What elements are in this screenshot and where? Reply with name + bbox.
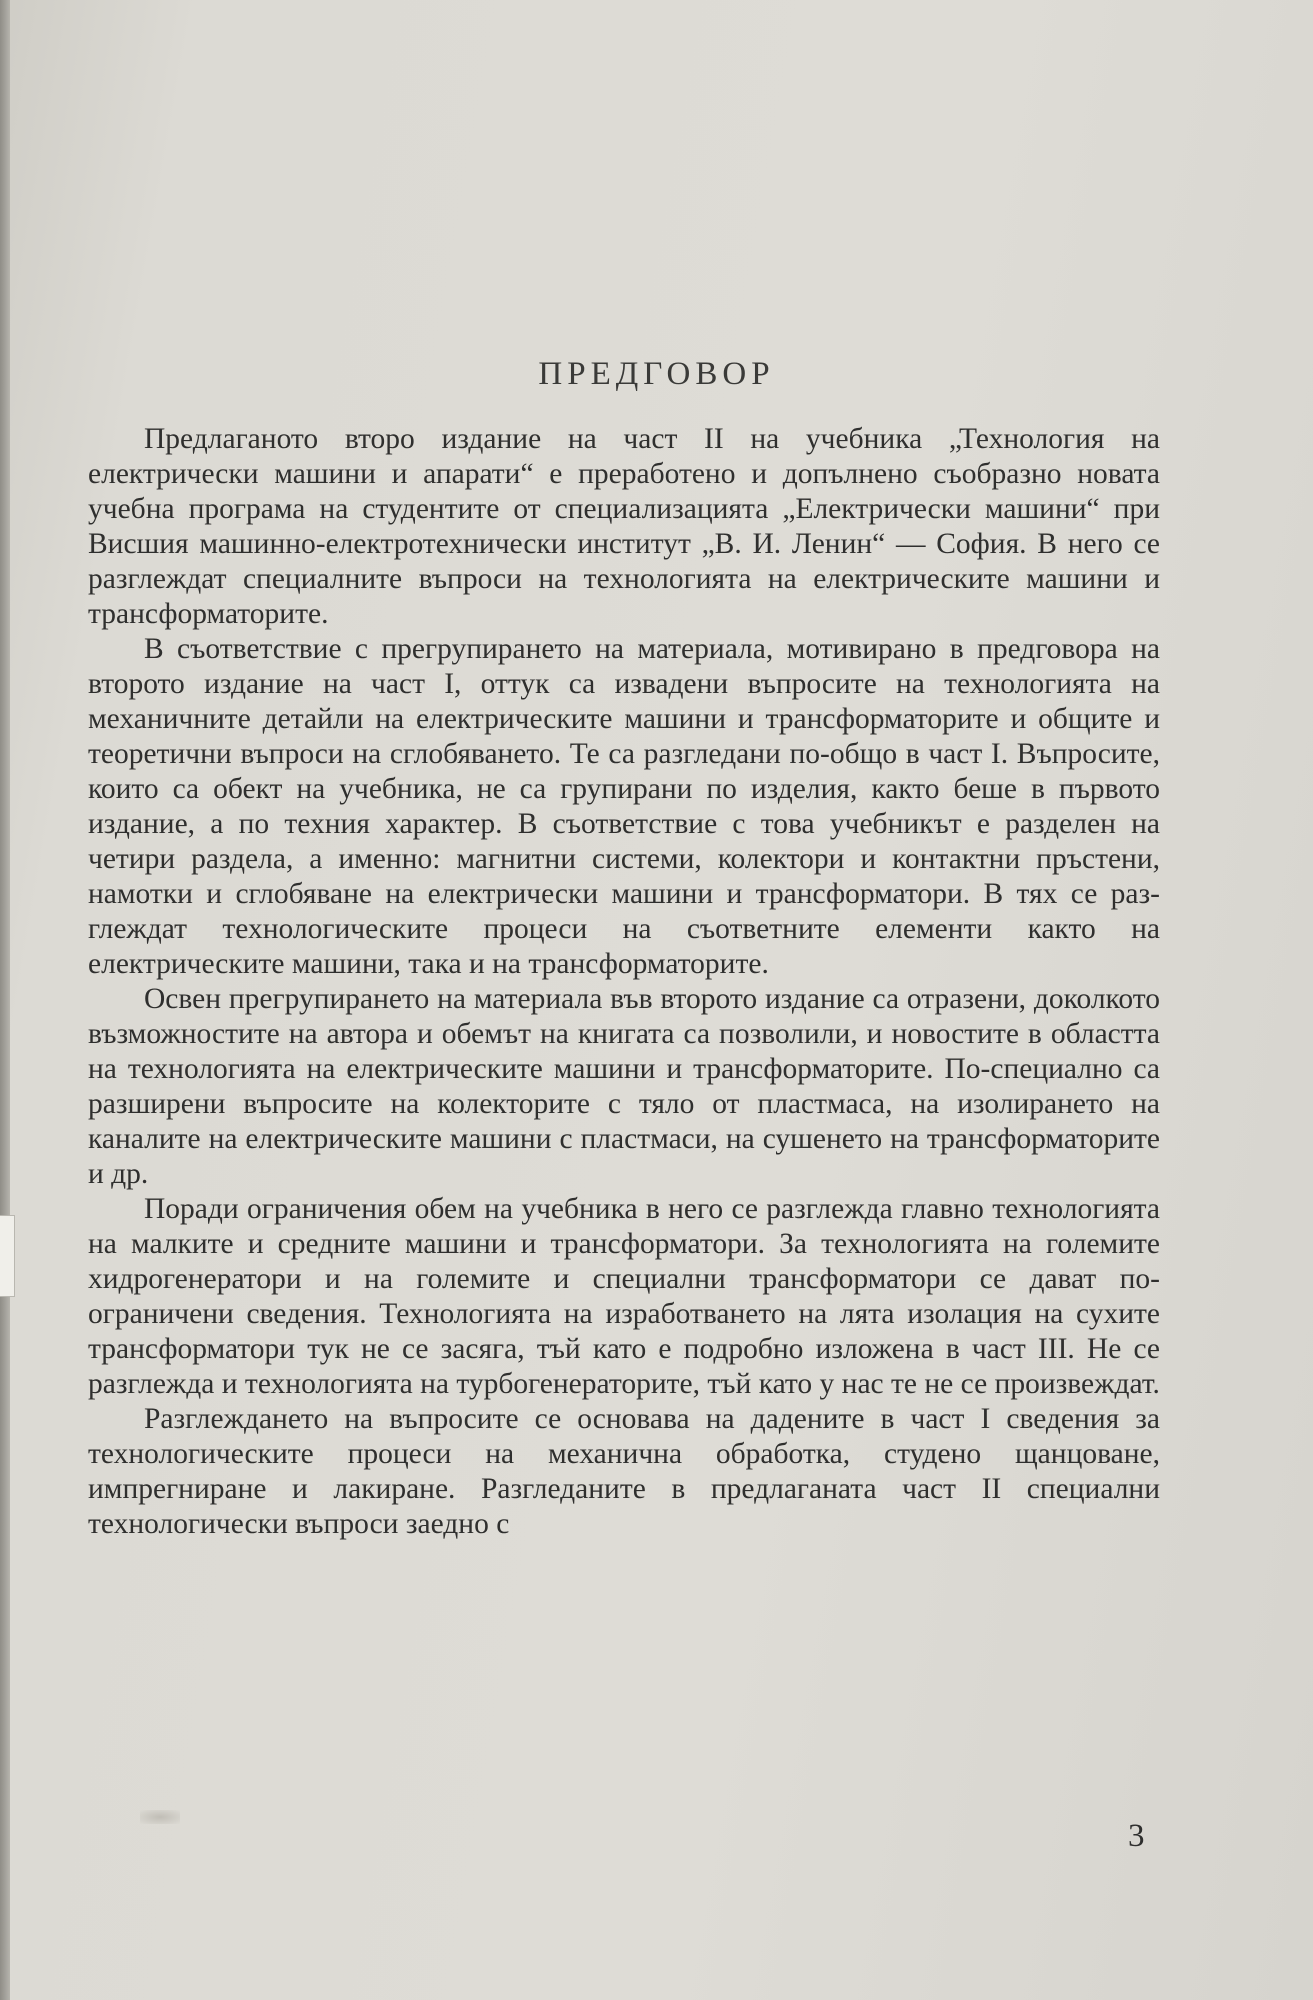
page-title: ПРЕДГОВОР [538, 356, 775, 392]
paragraph-2: В съответствие с прегрупирането на материала, мотивирано в предговора на второто издание на част I, оттук са извадени въпросите на технологията на механичните детайли на електрическите машини и трансформаторите и общите и теоретични въпроси на сглобяването. Те са разгледани по-общо в част I. Въпросите, които са обект на учебника, не са групирани по изделия, както беше в първото издание, а по техния характер. В съответствие с това учебникът е разделен на четири раздела, а именно: магнитни системи, колектори и контактни пръстени, намотки и сглобяване на електрически машини и трансформатори. В тях се разглеждат технологическите процеси на съответните елементи както на електрическите машини, така и на трансформаторите. [88, 633, 1160, 980]
book-binding-edge [0, 0, 10, 2000]
ink-smudge [140, 1810, 180, 1824]
page-number: 3 [1128, 1818, 1145, 1854]
paragraph-1: Предлаганото второ издание на част II на учебника „Технология на електрически машини и апарати“ е преработено и допълнено съобразно новата учебна програма на студентите от специализацията „Електрически машини“ при Висшия машинно-електротехнически институт „В. И. Ленин“ — София. В него се разглеждат специалните въпроси на технологията на електрическите машини и трансформаторите. [88, 423, 1160, 630]
paragraph-3: Освен прегрупирането на материала във второто издание са отразени, доколкото възможностите на автора и обемът на книгата са позволили, и новостите в областта на технологията на електрическите машини и трансформаторите. По-специално са разширени въпросите на колекторите с тяло от пластмаса, на изолирането на каналите на електрическите машини с пластмаси, на сушенето на трансформаторите и др. [88, 983, 1160, 1190]
paragraph-4: Поради ограничения обем на учебника в него се разглежда главно технологията на малките и средните машини и трансформатори. За технологията на големите хидрогенератори и на големите и специални трансформатори се дават по-ограничени сведения. Технологията на изработването на лята изолация на сухите трансформатори тук не се засяга, тъй като е подробно изложена в част III. Не се разглежда и технологията на турбогенераторите, тъй като у нас те не се произвеждат. [88, 1193, 1160, 1400]
preface-body [88, 422, 1160, 1542]
paragraph-5: Разглеждането на въпросите се основава на дадените в част I сведения за технологическите процеси на механична обработка, студено щанцоване, импрегниране и лакиране. Разгледаните в предлаганата част II специални технологически въпроси заедно с [88, 1403, 1160, 1540]
paper-tab-marker [0, 1215, 15, 1297]
